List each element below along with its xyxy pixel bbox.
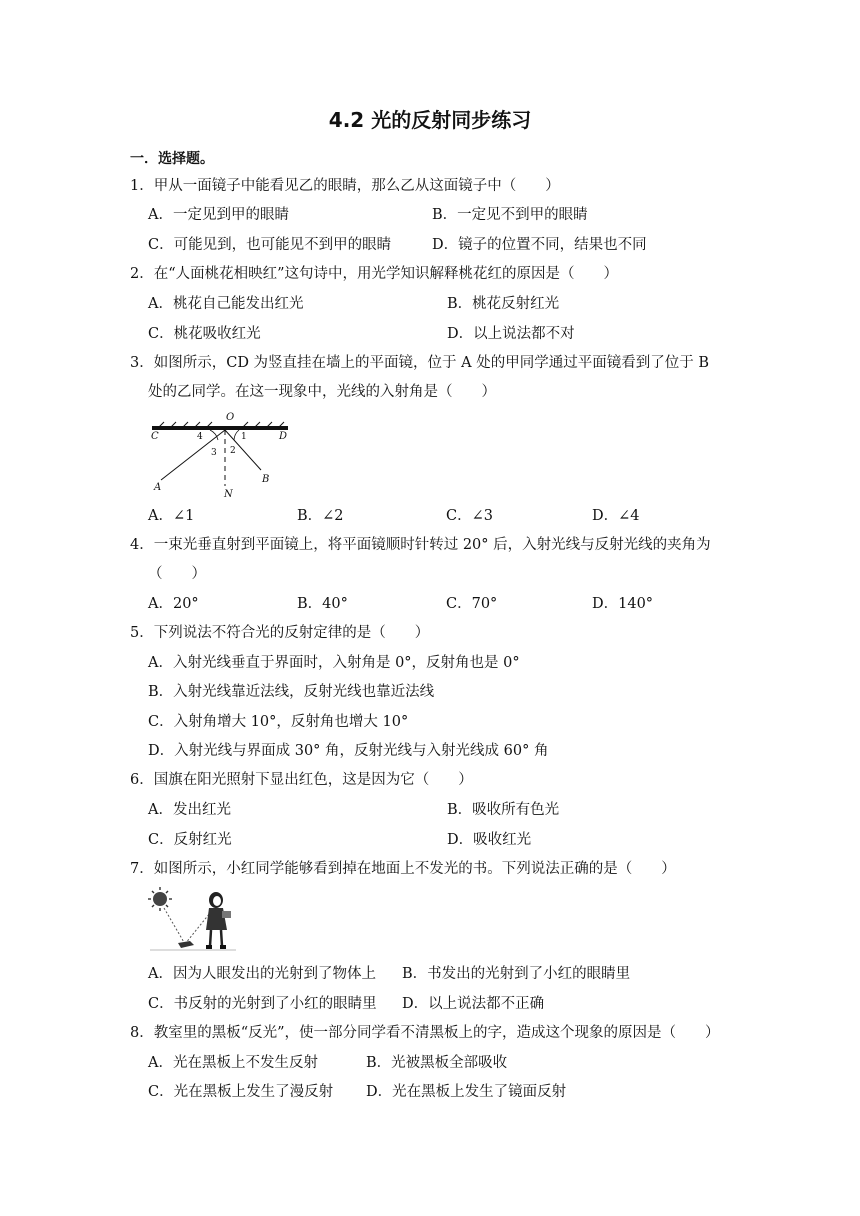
angle-3-label: 3 <box>211 448 217 458</box>
q8-option-b: B．光被黑板全部吸收 <box>366 1055 508 1071</box>
q2-option-d: D．以上说法都不对 <box>447 326 575 342</box>
q6-stem: 6．国旗在阳光照射下显出红色，这是因为它（ ） <box>130 772 473 788</box>
page-title: 4.2 光的反射同步练习 <box>328 108 532 132</box>
girl-sees-book-figure <box>148 886 238 952</box>
q1-option-a: A．一定见到甲的眼睛 <box>148 207 289 223</box>
q8-stem: 8．教室里的黑板“反光”，使一部分同学看不清黑板上的字，造成这个现象的原因是（ ） <box>130 1025 720 1041</box>
q2-option-b: B．桃花反射红光 <box>447 296 560 312</box>
q5-option-d: D．入射光线与界面成 30° 角，反射光线与入射光线成 60° 角 <box>148 743 549 759</box>
q4-option-b: B．40° <box>297 596 348 612</box>
q3-option-a: A．∠1 <box>148 508 195 524</box>
q5-option-c: C．入射角增大 10°，反射角也增大 10° <box>148 714 409 730</box>
q7-option-a: A．因为人眼发出的光射到了物体上 <box>148 966 376 982</box>
q3-option-b: B．∠2 <box>297 508 344 524</box>
q8-option-c: C．光在黑板上发生了漫反射 <box>148 1084 334 1100</box>
q6-option-d: D．吸收红光 <box>447 832 532 848</box>
q6-option-b: B．吸收所有色光 <box>447 802 560 818</box>
angle-1-label: 1 <box>241 432 247 442</box>
q1-option-d: D．镜子的位置不同，结果也不同 <box>432 237 647 253</box>
label-d: D <box>279 431 288 442</box>
q4-option-a: A．20° <box>148 596 199 612</box>
angle-2-label: 2 <box>230 446 236 456</box>
girl-icon <box>206 892 231 949</box>
q2-option-c: C．桃花吸收红光 <box>148 326 261 342</box>
q2-stem: 2．在“人面桃花相映红”这句诗中，用光学知识解释桃花红的原因是（ ） <box>130 266 619 282</box>
q3-stem-line2: 处的乙同学。在这一现象中，光线的入射角是（ ） <box>148 384 496 400</box>
label-a: A <box>154 482 162 493</box>
q1-option-c: C．可能见到，也可能见不到甲的眼睛 <box>148 237 392 253</box>
q7-stem: 7．如图所示，小红同学能够看到掉在地面上不发光的书。下列说法正确的是（ ） <box>130 861 676 877</box>
q3-option-c: C．∠3 <box>446 508 493 524</box>
q1-stem: 1．甲从一面镜子中能看见乙的眼睛，那么乙从这面镜子中（ ） <box>130 178 560 194</box>
q8-option-a: A．光在黑板上不发生反射 <box>148 1055 318 1071</box>
q4-option-d: D．140° <box>592 596 654 612</box>
q7-option-c: C．书反射的光射到了小红的眼睛里 <box>148 996 377 1012</box>
q5-stem: 5．下列说法不符合光的反射定律的是（ ） <box>130 625 430 641</box>
label-o: O <box>226 412 235 423</box>
q2-option-a: A．桃花自己能发出红光 <box>148 296 304 312</box>
q8-option-d: D．光在黑板上发生了镜面反射 <box>366 1084 567 1100</box>
sun-icon <box>148 887 172 911</box>
q4-stem-line2: （ ） <box>148 566 206 582</box>
section-heading: 一．选择题。 <box>130 151 214 167</box>
q5-option-a: A．入射光线垂直于界面时，入射角是 0°，反射角也是 0° <box>148 655 520 671</box>
q6-option-c: C．反射红光 <box>148 832 232 848</box>
mirror-reflection-figure <box>148 408 298 500</box>
book-icon <box>178 941 194 948</box>
label-c: C <box>151 431 159 442</box>
q4-stem-line1: 4．一束光垂直射到平面镜上，将平面镜顺时针转过 20° 后，入射光线与反射光线的夹角为 <box>130 537 711 553</box>
q7-option-b: B．书发出的光射到了小红的眼睛里 <box>402 966 631 982</box>
q4-option-c: C．70° <box>446 596 498 612</box>
q7-option-d: D．以上说法都不正确 <box>402 996 545 1012</box>
q3-stem-line1: 3．如图所示，CD 为竖直挂在墙上的平面镜，位于 A 处的甲同学通过平面镜看到了位于 B <box>130 355 710 371</box>
q6-option-a: A．发出红光 <box>148 802 231 818</box>
q1-option-b: B．一定见不到甲的眼睛 <box>432 207 588 223</box>
label-n: N <box>224 489 233 500</box>
label-b: B <box>262 474 270 485</box>
q5-option-b: B．入射光线靠近法线，反射光线也靠近法线 <box>148 684 435 700</box>
angle-4-label: 4 <box>197 432 203 442</box>
q3-option-d: D．∠4 <box>592 508 640 524</box>
